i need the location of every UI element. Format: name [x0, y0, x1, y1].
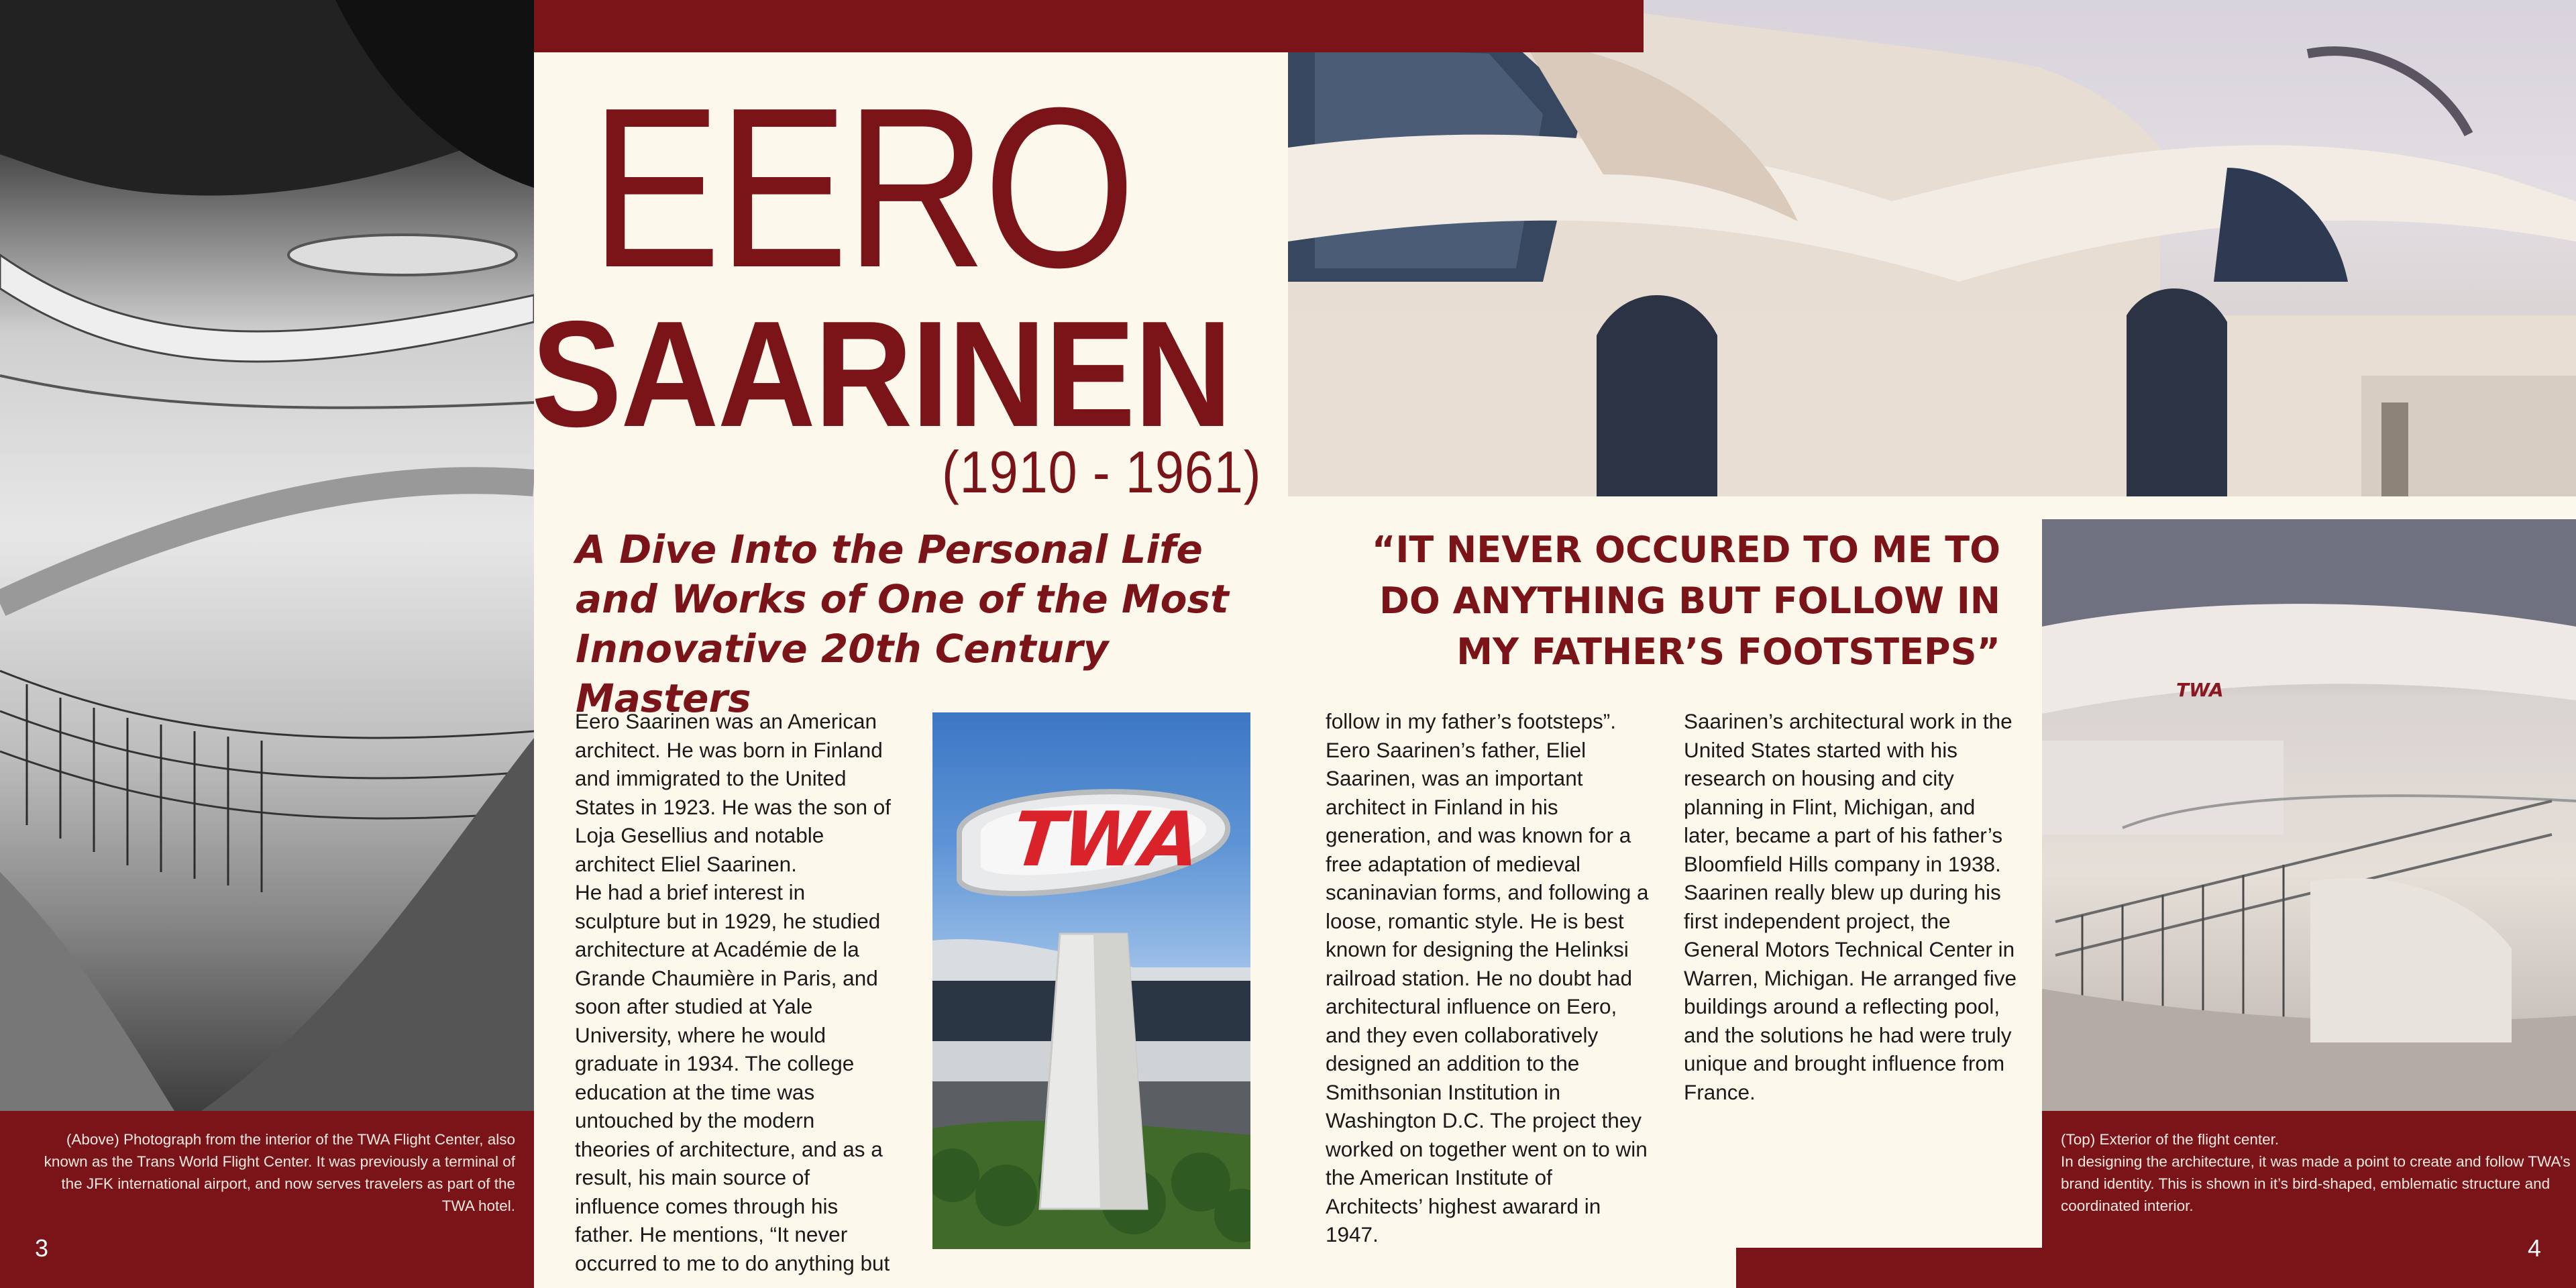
body-column-1 [575, 707, 896, 1277]
title-last-name: SAARINEN [531, 289, 1232, 458]
interior-photo-right [2042, 519, 2576, 1111]
pull-quote: “IT NEVER OCCURED TO ME TO DO ANYTHING BUT FOLLOW IN MY FATHER’S FOOTSTEPS” [1371, 529, 2000, 673]
interior-photo-left [0, 0, 534, 1111]
exterior-photo-top [1288, 0, 2576, 496]
photo-caption-right-body: In designing the architecture, it was made a point to create and follow TWA’s brand identity. This is shown in it’s bird-shaped, emblematic structure and coordinated interior. [2061, 1153, 2571, 1214]
photo-caption-right-title: (Top) Exterior of the flight center. [2061, 1131, 2279, 1148]
page-number-left: 3 [35, 1234, 49, 1262]
twa-sign-photo [932, 712, 1250, 1249]
body-paragraph: Saarinen’s architectural work in the United States started with his research on housing and city planning in Flint, Michigan, and later, became a part of his father’s Bloomfield Hills company in 1938. [1684, 709, 2012, 876]
body-paragraph: He had a brief interest in sculpture but in 1929, he studied architecture at Académie de la Grande Chaumière in Paris, and soon after studied at Yale University, where he would graduate in 1934. The college education at the time was untouched by the modern theories of architecture, and as a result, his main source of influence comes through his father. He mentions, “It never occurred to me to do anything but [575, 880, 890, 1275]
interior-twa-logo: TWA [2176, 679, 2224, 701]
body-paragraph: Eero Saarinen was an American architect. He was born in Finland and immigrated to the United States in 1923. He was the son of Loja Gesellius and notable architect Eliel Saarinen. [575, 709, 892, 876]
title-first-name: EERO [590, 60, 1133, 315]
body-column-3 [1684, 707, 2019, 1106]
top-accent-bar [534, 0, 1644, 52]
body-paragraph: Saarinen really blew up during his first independent project, the General Motors Technical Center in Warren, Michigan. He arranged five buildings around a reflecting pool, and the solutions he had were truly unique and brought influence from France. [1684, 880, 2017, 1104]
page-number-right: 4 [2528, 1234, 2542, 1262]
photo-caption-left: (Above) Photograph from the interior of the TWA Flight Center, also known as the Trans World Flight Center. It was previously a terminal of the JFK international airport, and now serves travelers as part of the TWA hotel. [44, 1131, 515, 1214]
title-years: (1910 - 1961) [942, 439, 1262, 505]
bottom-accent-bar-right [1736, 1248, 2042, 1288]
photo-caption-right [2061, 1128, 2571, 1217]
body-column-2 [1326, 707, 1649, 1249]
body-paragraph: follow in my father’s footsteps”. Eero Saarinen’s father, Eliel Saarinen, was an important architect in Finland in his generation, and was known for a free adaptation of medieval scaninavian forms, and following a loose, romantic style. He is best known for designing the Helinksi railroad station. He no doubt had architectural influence on Eero, and they even collaboratively designed an addition to the Smithsonian Institution in Washington D.C. The project they worked on together went on to win the American Institute of Architects’ highest awarard in 1947. [1326, 709, 1649, 1246]
subtitle: A Dive Into the Personal Life and Works of One of the Most Innovative 20th Century Masters [576, 527, 1229, 721]
twa-sign-logo: TWA [1008, 796, 1203, 883]
